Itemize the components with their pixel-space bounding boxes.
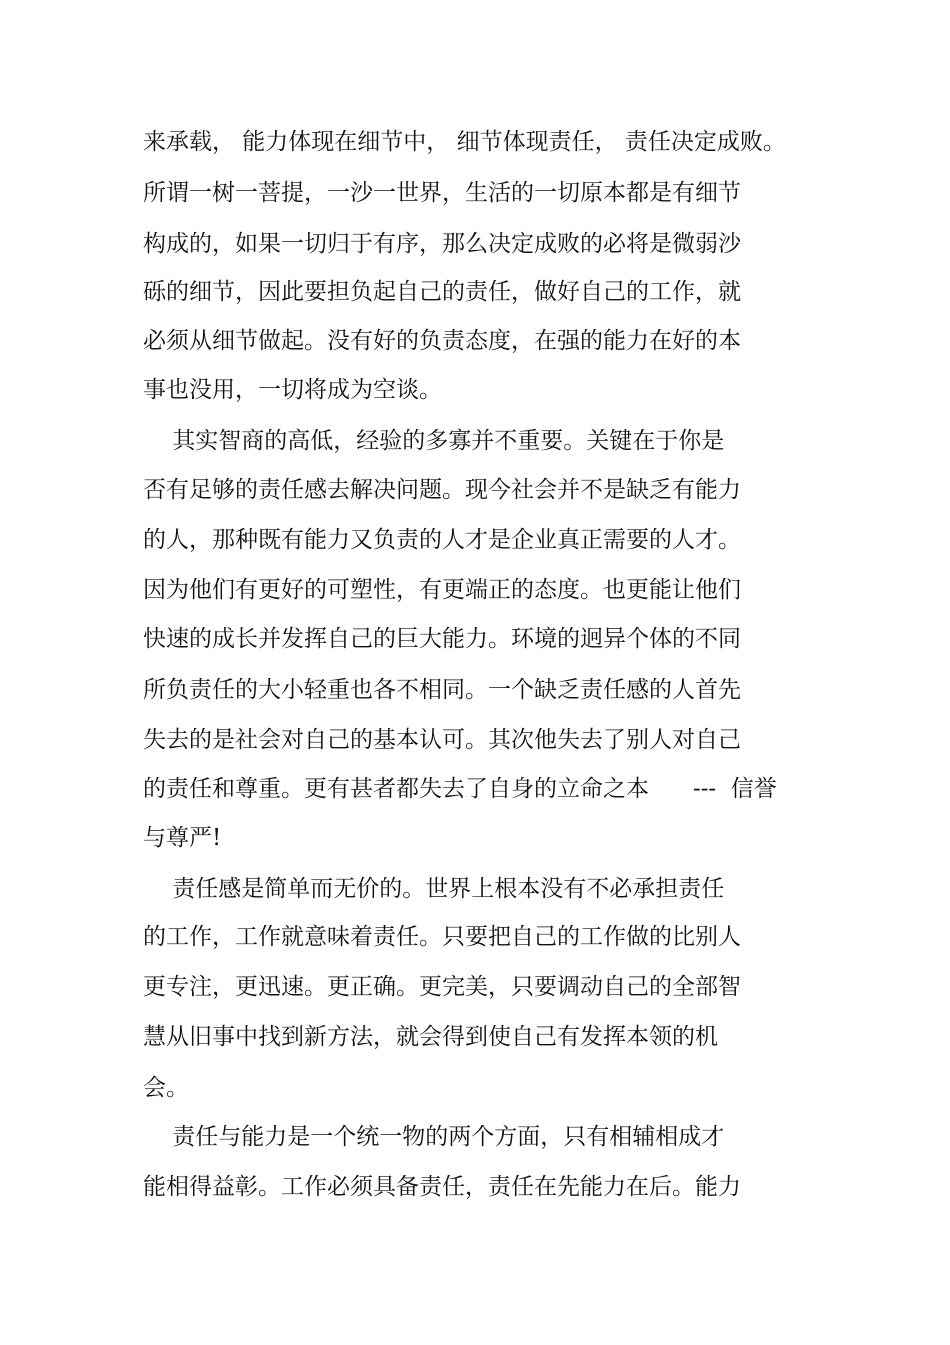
text-line: 其实智商的高低，经验的多寡并不重要。关键在于你是 [143, 428, 725, 454]
text-line: 能相得益彰。工作必须具备责任，责任在先能力在后。能力 [143, 1174, 741, 1200]
text-line: 所谓一树一菩提，一沙一世界，生活的一切原本都是有细节 [143, 180, 741, 206]
text-line: 会。 [143, 1075, 189, 1101]
text-line: 所负责任的大小轻重也各不相同。一个缺乏责任感的人首先 [143, 677, 741, 703]
text-line: 必须从细节做起。没有好的负责态度，在强的能力在好的本 [143, 328, 741, 354]
text-line: 构成的，如果一切归于有序，那么决定成败的必将是微弱沙 [143, 231, 741, 257]
text-line: 快速的成长并发挥自己的巨大能力。环境的迥异个体的不同 [143, 626, 741, 652]
text-line: 责任感是简单而无价的。世界上根本没有不必承担责任 [143, 876, 725, 902]
text-line: 事也没用，一切将成为空谈。 [143, 377, 442, 403]
text-line: 更专注，更迅速。更正确。更完美，只要调动自己的全部智 [143, 974, 741, 1000]
text-line: 失去的是社会对自己的基本认可。其次他失去了别人对自己 [143, 727, 741, 753]
text-line: 的人，那种既有能力又负责的人才是企业真正需要的人才。 [143, 527, 741, 553]
text-line: 慧从旧事中找到新方法，就会得到使自己有发挥本领的机 [143, 1024, 718, 1050]
text-line: 否有足够的责任感去解决问题。现今社会并不是缺乏有能力 [143, 477, 741, 503]
text-line: 的工作，工作就意味着责任。只要把自己的工作做的比别人 [143, 924, 741, 950]
text-line: 与尊严! [143, 825, 222, 851]
text-line: 的责任和尊重。更有甚者都失去了自身的立命之本 --- 信誉 [143, 776, 777, 802]
text-line: 来承载， 能力体现在细节中， 细节体现责任， 责任决定成败。 [143, 129, 786, 155]
text-line: 责任与能力是一个统一物的两个方面，只有相辅相成才 [143, 1124, 725, 1150]
text-line: 砾的细节，因此要担负起自己的责任，做好自己的工作，就 [143, 279, 741, 305]
text-line: 因为他们有更好的可塑性，有更端正的态度。也更能让他们 [143, 577, 741, 603]
